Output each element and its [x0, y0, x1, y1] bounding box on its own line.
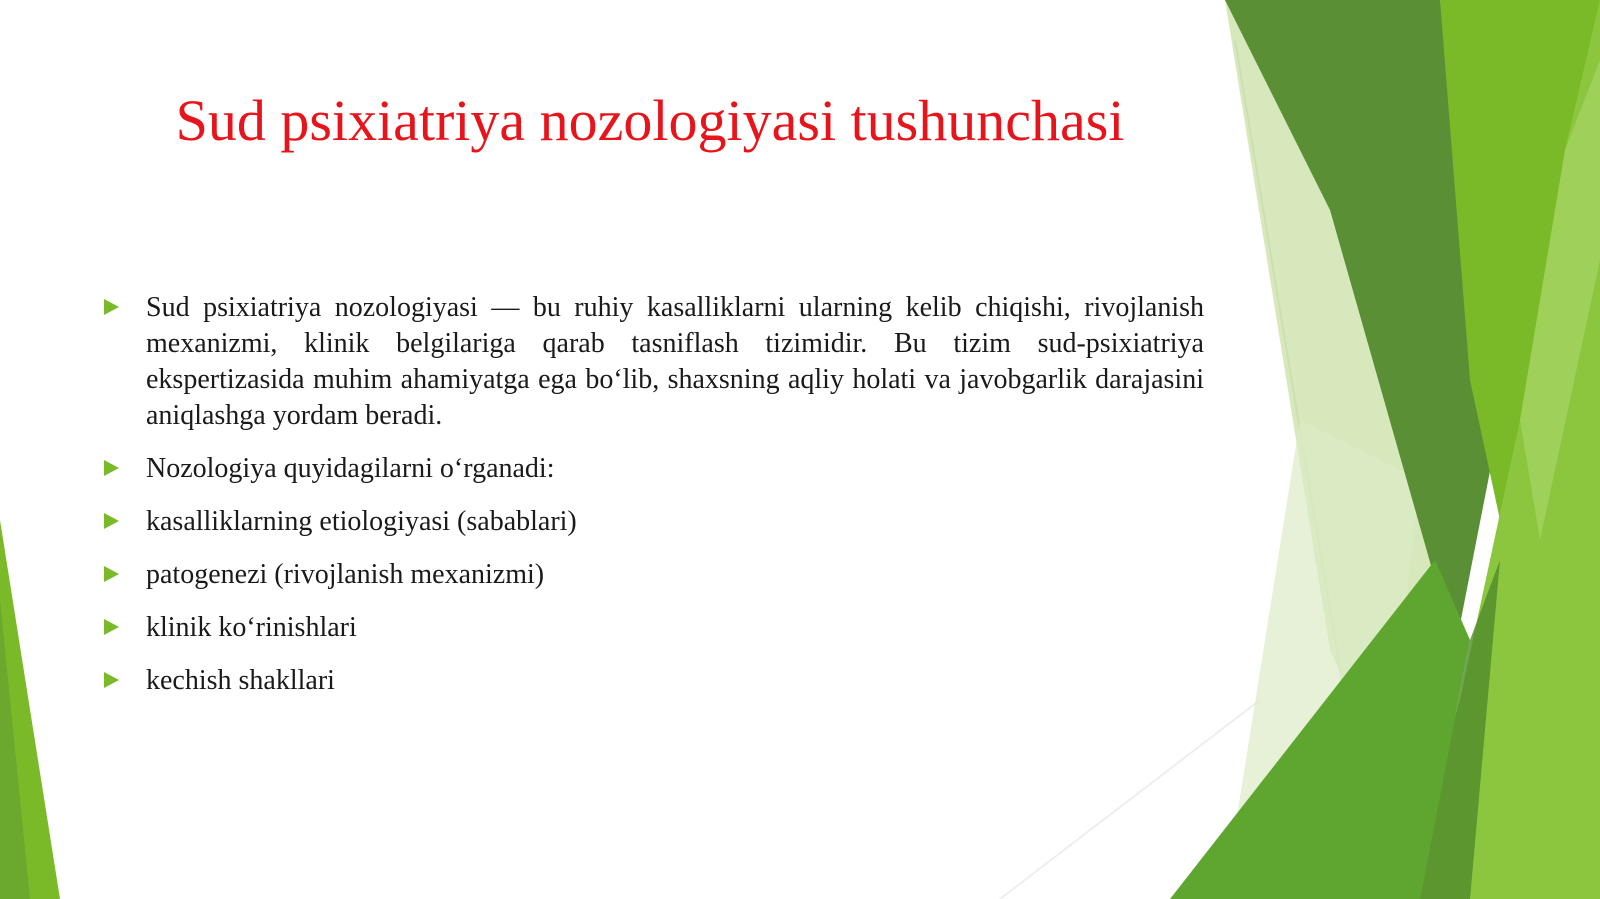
bullet-item-clinical — [100, 610, 1204, 646]
bullet-text: Nozologiya quyidagilarni o‘rganadi: — [146, 453, 555, 484]
bullet-arrow-icon — [104, 299, 119, 315]
bullet-arrow-icon — [104, 672, 119, 688]
bullet-item-definition — [100, 290, 1204, 434]
bullet-arrow-icon — [104, 460, 119, 476]
bullet-text: kechish shakllari — [146, 665, 335, 696]
bullet-text: patogenezi (rivojlanish mexanizmi) — [146, 559, 545, 590]
bullet-item-pathogenesis — [100, 557, 1204, 593]
bullet-arrow-icon — [104, 566, 119, 582]
bullet-list — [100, 290, 1204, 716]
slide-title: Sud psixiatriya nozologiyasi tushunchasi — [175, 88, 1125, 153]
bullet-arrow-icon — [104, 619, 119, 635]
bullet-text: Sud psixiatriya nozologiyasi — bu ruhiy kasalliklarni ularning kelib chiqishi, rivojlanish mexanizmi, klinik belgilariga qarab tasniflash tizimidir. Bu tizim sud-psixiatriya ekspertizasida muhim ahamiyatga ega bo‘lib, shaxsning aqliy holati va javobgarlik darajasini aniqlashga yordam beradi. — [146, 292, 1204, 431]
bullet-item-etiology — [100, 504, 1204, 540]
bullet-text: kasalliklarning etiologiyasi (sabablari) — [146, 506, 577, 537]
bullet-item-course — [100, 663, 1204, 699]
bullet-item-studies — [100, 451, 1204, 487]
bullet-arrow-icon — [104, 513, 119, 529]
bullet-text: klinik ko‘rinishlari — [146, 612, 357, 643]
